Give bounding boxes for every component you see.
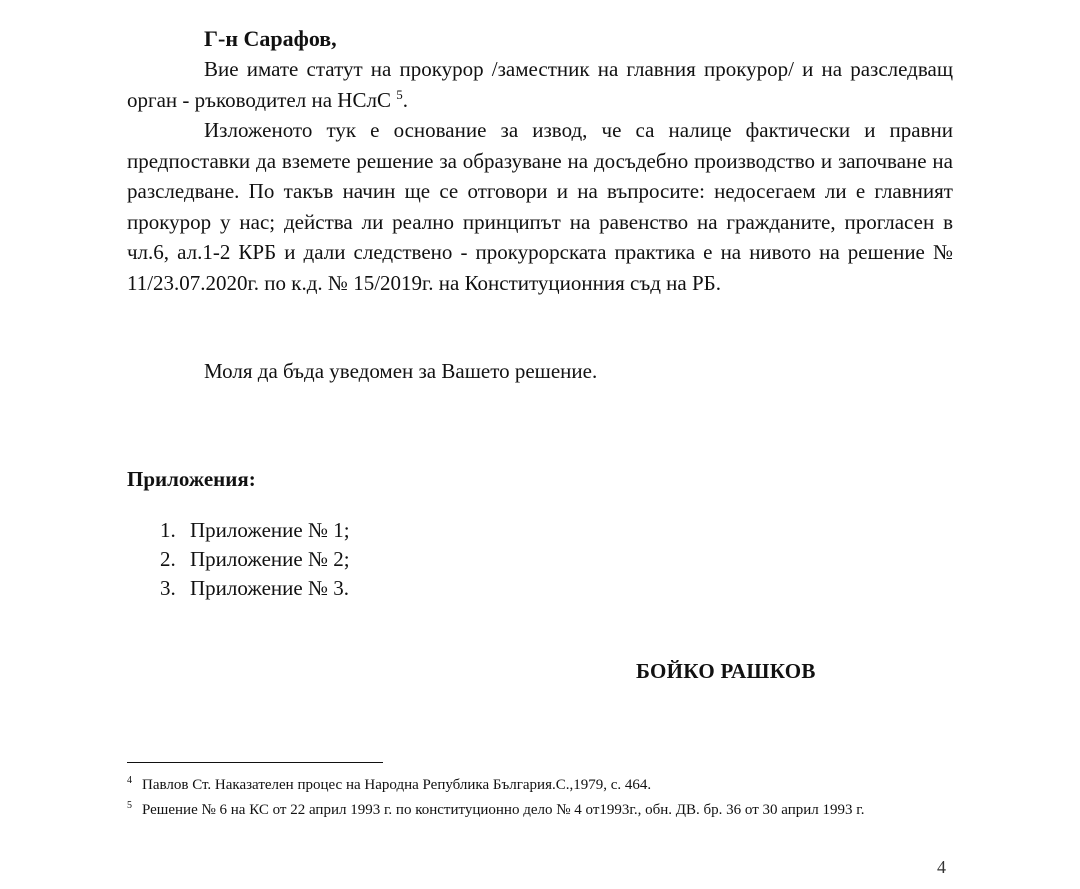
footnote-5 [127,800,953,821]
paragraph-status-text: Вие имате статут на прокурор /заместник на главния прокурор/ и на разследващ орган - ръководител на НСлС [127,57,953,112]
paragraph-grounds: Изложеното тук е основание за извод, че са налице фактически и правни предпоставки да вземете решение за образуване на досъдебно производство и започване на разследване. По такъв начин ще се отговори и на въпросите: недосегаем ли е главният прокурор у нас; действа ли реално принципът на равенство на гражданите, прогласен в чл.6, ал.1-2 КРБ и дали следствено - прокурорската практика е на нивото на решение № 11/23.07.2020г. по к.д. № 15/2019г. на Конституционния съд на РБ. [127,118,953,295]
footnote-ref-5: 5 [396,86,403,102]
signature-name: БОЙКО РАШКОВ [636,659,816,683]
paragraph-status [127,54,953,115]
list-item-number: 1. [160,518,176,542]
list-item-number: 2. [160,547,176,571]
list-item [160,516,350,545]
list-item-text: Приложение № 2; [190,547,350,571]
footnote-mark: 5 [127,800,132,811]
attachments-list [160,516,350,603]
page-number: 4 [937,857,946,877]
footnote-divider [127,762,383,763]
request-text: Моля да бъда уведомен за Вашето решение. [204,359,598,383]
list-item-text: Приложение № 3. [190,576,349,600]
list-item [160,545,350,574]
footnote-mark: 4 [127,775,132,786]
footnote-text: Решение № 6 на КС от 22 април 1993 г. по конституционно дело № 4 от1993г., обн. ДВ. бр. 36 от 30 април 1993 г. [142,802,865,818]
list-item-number: 3. [160,576,176,600]
footnote-text: Павлов Ст. Наказателен процес на Народна Република България.С.,1979, с. 464. [142,777,652,793]
list-item [160,574,350,603]
attachments-heading: Приложения: [127,467,256,491]
salutation: Г-н Сарафов, [204,26,337,51]
list-item-text: Приложение № 1; [190,518,350,542]
paragraph-status-end: . [402,87,408,112]
footnote-4 [127,775,953,796]
